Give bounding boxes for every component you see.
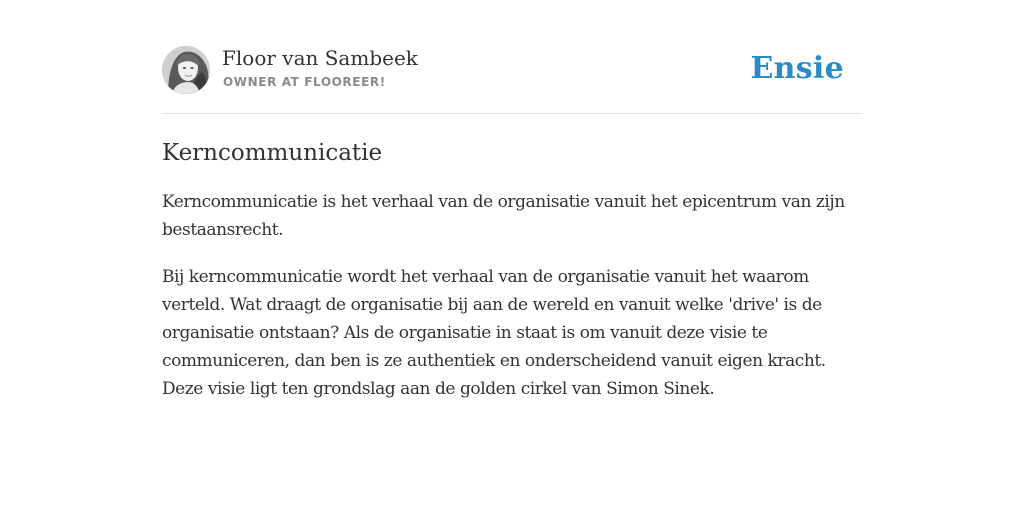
author-role: OWNER AT FLOOREER!	[223, 75, 386, 89]
entry-title: Kerncommunicatie	[162, 140, 383, 166]
author-name[interactable]: Floor van Sambeek	[222, 46, 418, 70]
author-photo	[162, 46, 210, 94]
entry-paragraph-1: Kerncommunicatie is het verhaal van de organisatie vanuit het epicentrum van zijn bestaansrecht.	[162, 192, 845, 240]
entry-paragraph-2: Bij kerncommunicatie wordt het verhaal van de organisatie vanuit het waarom verteld. Wat draagt de organisatie bij aan de wereld en vanuit welke 'drive' is de organisatie ontstaan? Als de organisatie in staat is om vanuit deze visie te communiceren, dan ben is ze authentiek en onderscheidend vanuit eigen kracht. Deze visie ligt ten grondslag aan de golden cirkel van Simon Sinek.	[162, 267, 826, 399]
entry-card	[162, 44, 862, 403]
brand-logo[interactable]: Ensie	[750, 51, 844, 86]
entry-header	[162, 44, 862, 114]
author-avatar[interactable]	[162, 46, 210, 94]
